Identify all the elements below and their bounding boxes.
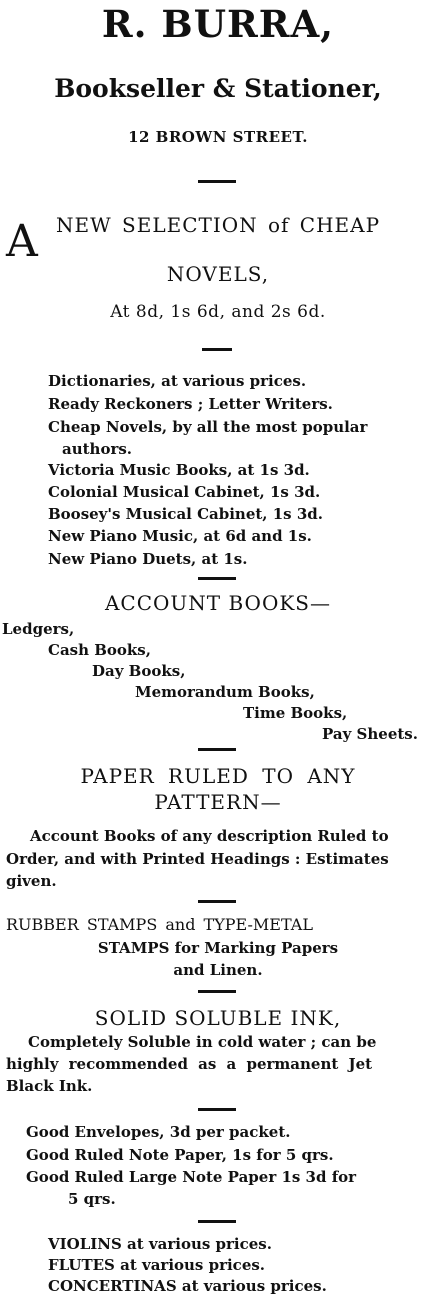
novels-prices: At 8d, 1s 6d, and 2s 6d. [110, 302, 326, 322]
stamps-line-1: RUBBER STAMPS and TYPE-METAL [6, 915, 313, 934]
divider-rule [198, 900, 236, 903]
shop-name: R. BURRA, [101, 2, 335, 46]
stamps-line-3: and Linen. [173, 961, 263, 979]
ink-text: Black Ink. [6, 1077, 93, 1095]
drop-cap: A [6, 216, 38, 267]
stationery-item: Good Ruled Large Note Paper 1s 3d for [26, 1168, 357, 1186]
stamps-line-2: STAMPS for Marking Papers [97, 939, 339, 957]
divider-rule [198, 990, 236, 993]
paper-ruled-heading-2: PATTERN— [154, 790, 282, 814]
account-book-item: Cash Books, [48, 641, 151, 659]
stationery-item: Good Envelopes, 3d per packet. [26, 1123, 291, 1141]
list-item: Colonial Musical Cabinet, 1s 3d. [48, 483, 321, 501]
paper-ruled-heading-1: PAPER RULED TO ANY [80, 764, 356, 788]
stationery-item: Good Ruled Note Paper, 1s for 5 qrs. [26, 1146, 334, 1164]
account-book-item: Pay Sheets. [322, 725, 418, 743]
paper-ruled-text: given. [6, 872, 57, 890]
divider-rule [198, 1108, 236, 1111]
list-item: New Piano Duets, at 1s. [48, 550, 248, 568]
instrument-item: CONCERTINAS at various prices. [48, 1277, 327, 1295]
ink-text: highly recommended as a permanent Jet [6, 1055, 373, 1073]
account-book-item: Ledgers, [2, 620, 75, 638]
list-item: Ready Reckoners ; Letter Writers. [48, 395, 333, 413]
divider-rule [202, 348, 232, 351]
divider-rule [198, 180, 236, 183]
account-book-item: Day Books, [92, 662, 186, 680]
novels-line-2: NOVELS, [166, 262, 270, 286]
stationery-item: 5 qrs. [68, 1190, 116, 1208]
list-item: Cheap Novels, by all the most popular [48, 418, 368, 436]
shop-trade: Bookseller & Stationer, [54, 74, 382, 103]
account-books-heading: ACCOUNT BOOKS— [104, 591, 331, 615]
list-item: Boosey's Musical Cabinet, 1s 3d. [48, 505, 323, 523]
paper-ruled-text: Account Books of any description Ruled to [30, 827, 389, 845]
novels-line-1: NEW SELECTION of CHEAP [56, 213, 381, 237]
instrument-item: FLUTES at various prices. [48, 1256, 266, 1274]
account-book-item: Time Books, [243, 704, 348, 722]
divider-rule [198, 748, 236, 751]
instrument-item: VIOLINS at various prices. [48, 1235, 272, 1253]
account-book-item: Memorandum Books, [135, 683, 315, 701]
shop-address: 12 BROWN STREET. [128, 128, 308, 146]
list-item: authors. [62, 440, 133, 458]
list-item: Victoria Music Books, at 1s 3d. [48, 461, 310, 479]
ink-text: Completely Soluble in cold water ; can be [28, 1033, 377, 1051]
list-item: Dictionaries, at various prices. [48, 372, 307, 390]
divider-rule [198, 1220, 236, 1223]
list-item: New Piano Music, at 6d and 1s. [48, 527, 312, 545]
ink-heading: SOLID SOLUBLE INK, [94, 1006, 342, 1030]
paper-ruled-text: Order, and with Printed Headings : Estimates [6, 850, 389, 868]
divider-rule [198, 577, 236, 580]
